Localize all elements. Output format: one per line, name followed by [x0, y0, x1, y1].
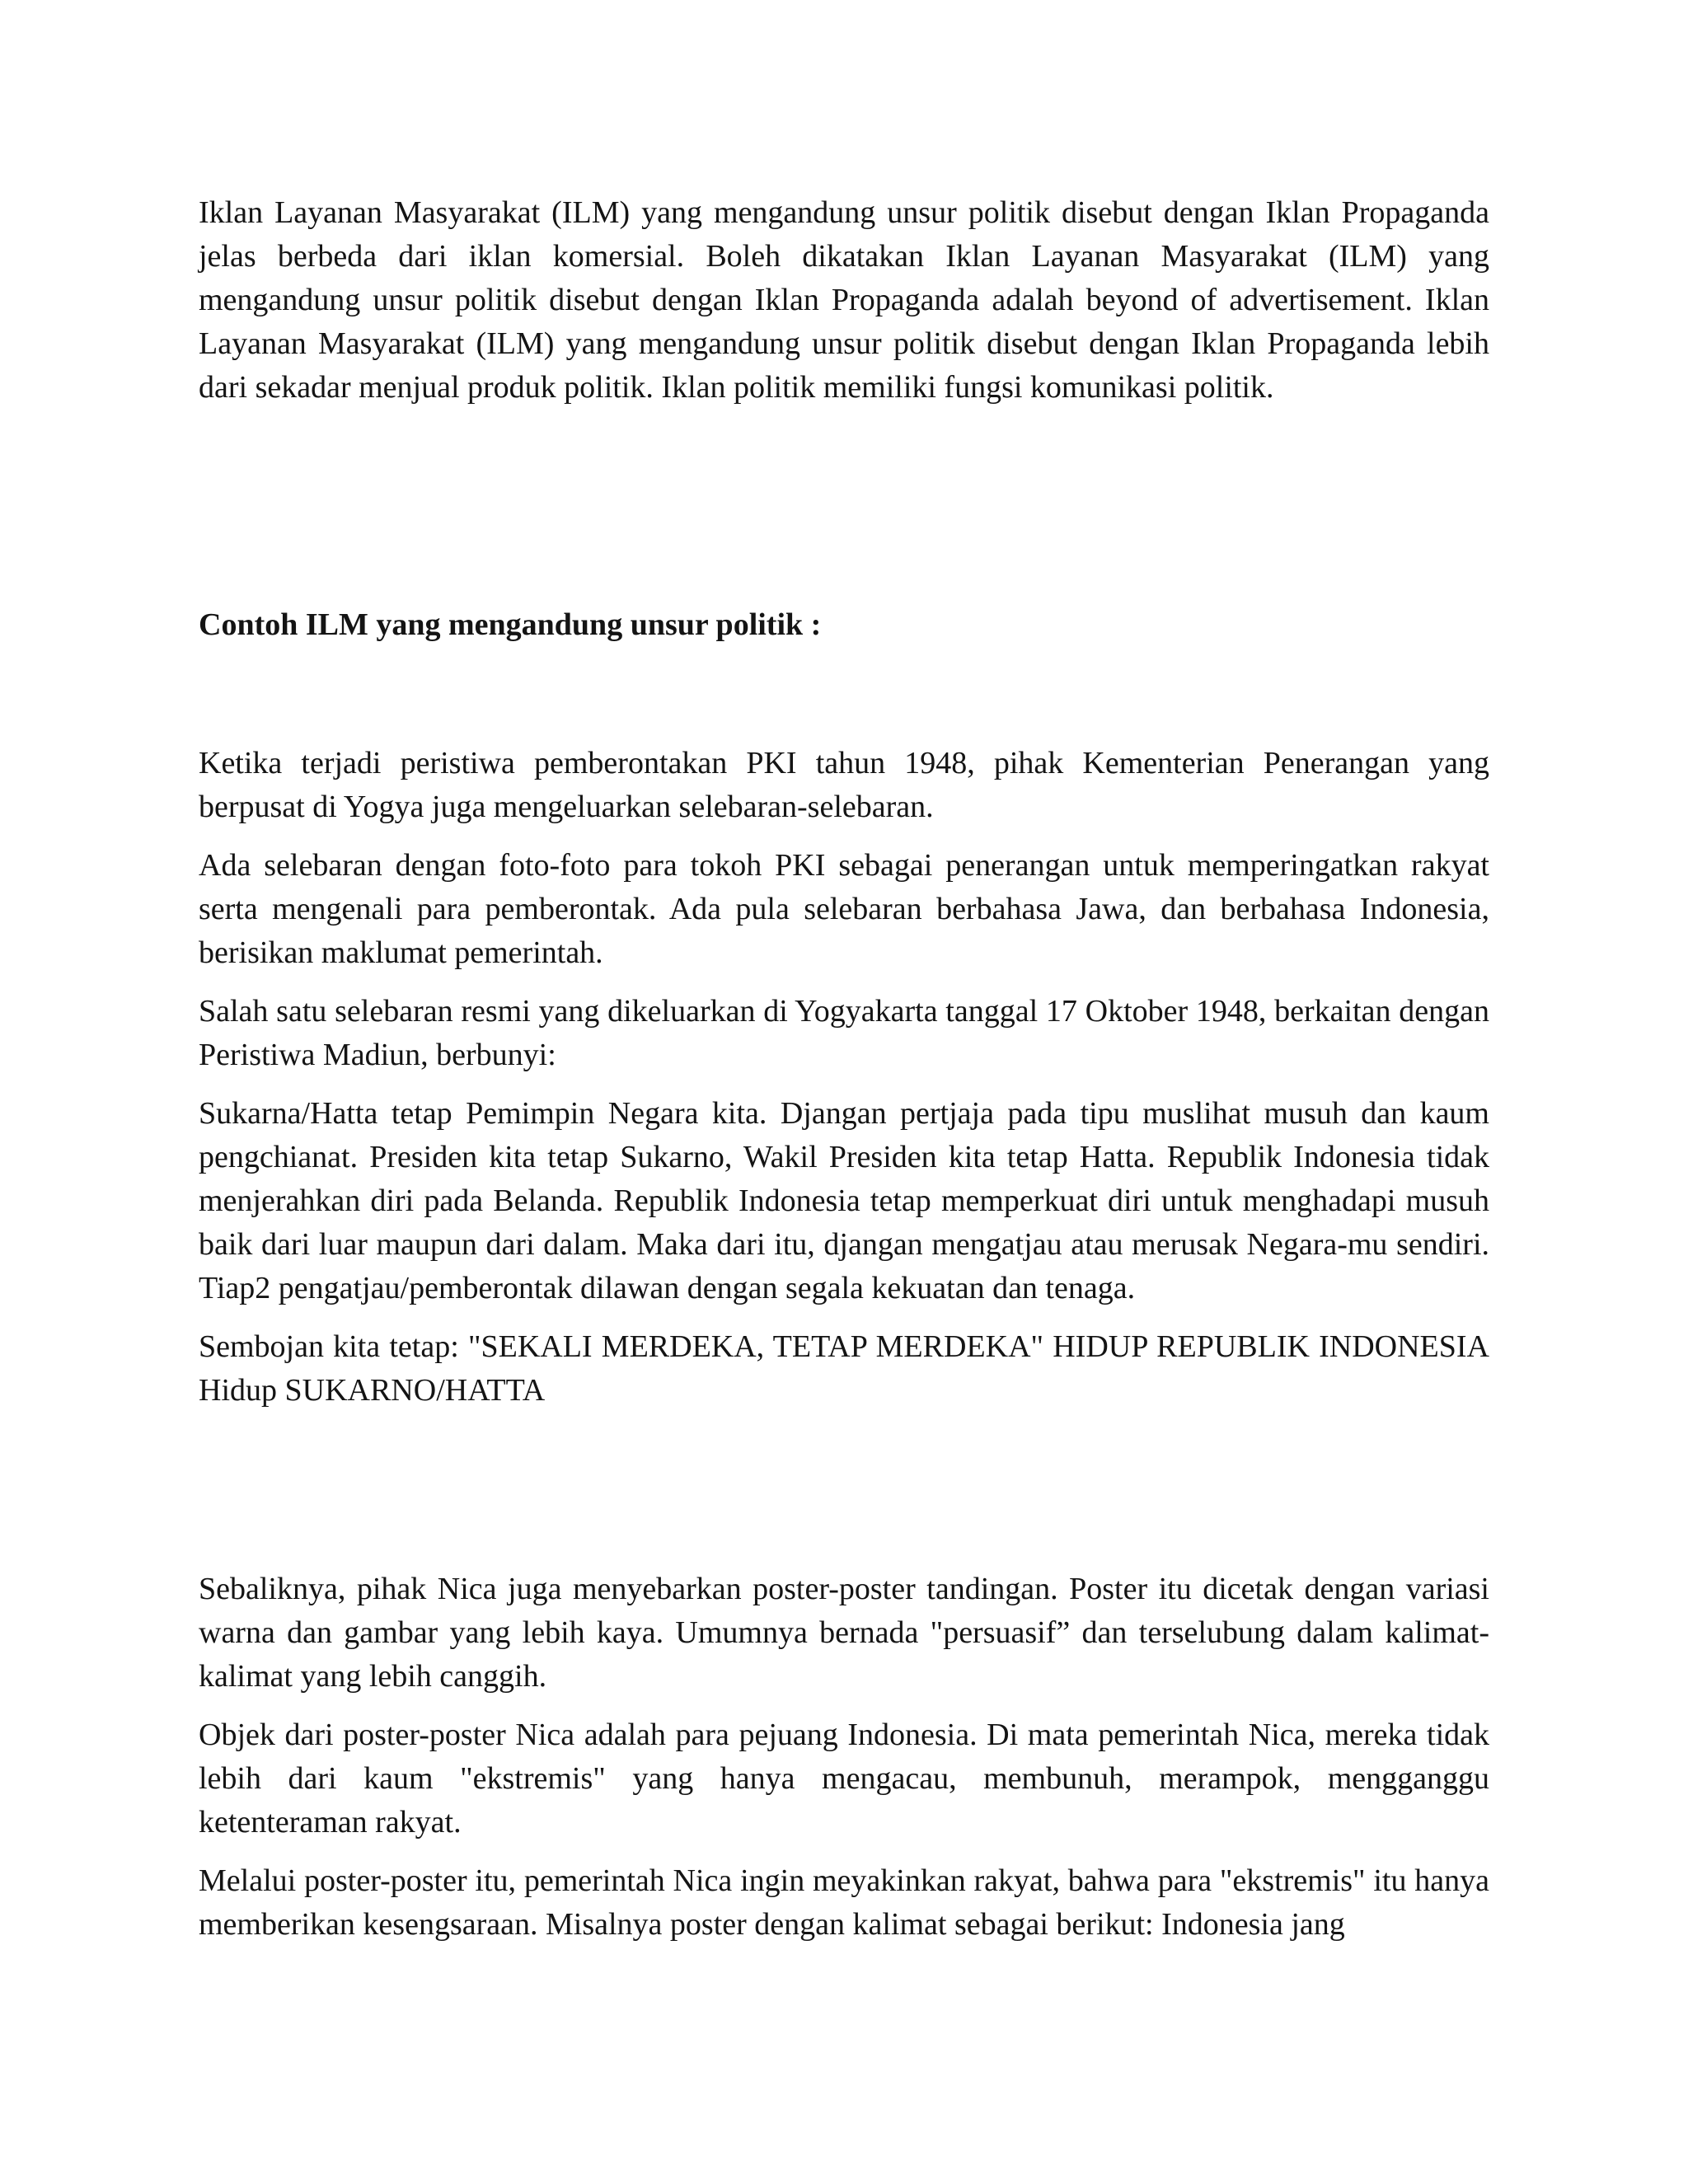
pki-leaflet-section [199, 742, 1489, 1413]
paragraph-slogan: Sembojan kita tetap: "SEKALI MERDEKA, TETAP MERDEKA" HIDUP REPUBLIK INDONESIA Hidup SUKARNO/HATTA [199, 1329, 1489, 1408]
document-page [199, 191, 1489, 1942]
paragraph-nica-2: Objek dari poster-poster Nica adalah para pejuang Indonesia. Di mata pemerintah Nica, mereka tidak lebih dari kaum "ekstremis" yang hanya mengacau, membunuh, merampok, mengganggu ketenteraman rakyat. [199, 1718, 1489, 1840]
paragraph-pki-3: Salah satu selebaran resmi yang dikeluarkan di Yogyakarta tanggal 17 Oktober 1948, berkaitan dengan Peristiwa Madiun, berbunyi: [199, 994, 1489, 1072]
nica-poster-section [199, 1568, 1489, 1947]
section-heading: Contoh ILM yang mengandung unsur politik : [199, 607, 822, 642]
paragraph-nica-1: Sebaliknya, pihak Nica juga menyebarkan poster-poster tandingan. Poster itu dicetak dengan variasi warna dan gambar yang lebih kaya. Umumnya bernada "persuasif” dan terselubung dalam kalimat-kalimat yang lebih canggih. [199, 1572, 1489, 1694]
paragraph-leaflet-quote: Sukarna/Hatta tetap Pemimpin Negara kita. Djangan pertjaja pada tipu muslihat musuh dan kaum pengchianat. Presiden kita tetap Sukarno, Wakil Presiden kita tetap Hatta. Republik Indonesia tidak menjerahkan diri pada Belanda. Republik Indonesia tetap memperkuat diri untuk menghadapi musuh baik dari luar maupun dari dalam. Maka dari itu, djangan mengatjau atau merusak Negara-mu sendiri. Tiap2 pengatjau/pemberontak dilawan dengan segala kekuatan dan tenaga. [199, 1096, 1489, 1305]
paragraph-pki-2: Ada selebaran dengan foto-foto para tokoh PKI sebagai penerangan untuk memperingatkan rakyat serta mengenali para pemberontak. Ada pula selebaran berbahasa Jawa, dan berbahasa Indonesia, berisikan maklumat pemerintah. [199, 848, 1489, 970]
paragraph-pki-1: Ketika terjadi peristiwa pemberontakan PKI tahun 1948, pihak Kementerian Penerangan yang berpusat di Yogya juga mengeluarkan selebaran-selebaran. [199, 746, 1489, 824]
paragraph-nica-3: Melalui poster-poster itu, pemerintah Nica ingin meyakinkan rakyat, bahwa para "ekstremis" itu hanya memberikan kesengsaraan. Misalnya poster dengan kalimat sebagai berikut: Indonesia jang [199, 1863, 1489, 1942]
intro-paragraph: Iklan Layanan Masyarakat (ILM) yang mengandung unsur politik disebut dengan Iklan Propaganda jelas berbeda dari iklan komersial. Boleh dikatakan Iklan Layanan Masyarakat (ILM) yang mengandung unsur politik disebut dengan Iklan Propaganda adalah beyond of advertisement. Iklan Layanan Masyarakat (ILM) yang mengandung unsur politik disebut dengan Iklan Propaganda lebih dari sekadar menjual produk politik. Iklan politik memiliki fungsi komunikasi politik. [199, 195, 1489, 405]
